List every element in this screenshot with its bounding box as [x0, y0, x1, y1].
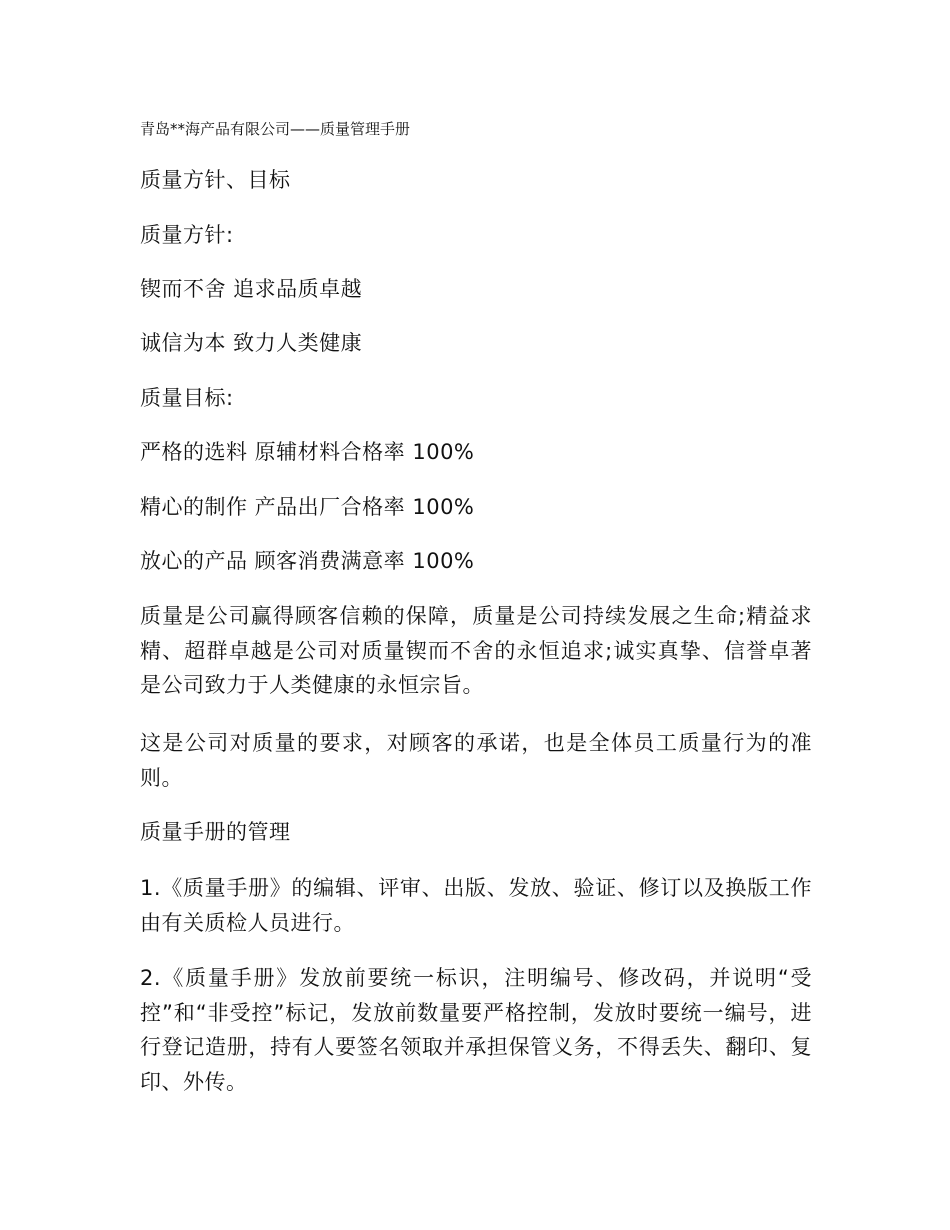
objective-line-3: 放心的产品 顾客消费满意率 100%: [140, 549, 475, 573]
policy-line-2: 诚信为本 致力人类健康: [140, 331, 363, 355]
quality-policy-label: 质量方针:: [140, 223, 234, 247]
objective-line-2: 精心的制作 产品出厂合格率 100%: [140, 495, 475, 519]
section-title-quality-policy-objectives: 质量方针、目标: [140, 168, 291, 192]
document-header: 青岛**海产品有限公司——质量管理手册: [140, 120, 411, 138]
manual-management-item-2: 2.《质量手册》发放前要统一标识，注明编号、修改码，并说明“受控”和“非受控”标记，发放前数量要严格控制，发放时要统一编号，进行登记造册，持有人要签名领取并承担保管义务，不得丢失、翻印、复印、外传。: [140, 966, 812, 1094]
manual-management-section-title: 质量手册的管理: [140, 820, 291, 844]
quality-objective-label: 质量目标:: [140, 386, 234, 410]
quality-commitment-paragraph: 这是公司对质量的要求，对顾客的承诺，也是全体员工质量行为的准则。: [140, 731, 812, 790]
quality-statement-paragraph: 质量是公司赢得顾客信赖的保障，质量是公司持续发展之生命;精益求精、超群卓越是公司对质量锲而不舍的永恒追求;诚实真挚、信誉卓著是公司致力于人类健康的永恒宗旨。: [140, 604, 812, 697]
objective-line-1: 严格的选料 原辅材料合格率 100%: [140, 440, 475, 464]
manual-management-item-1: 1.《质量手册》的编辑、评审、出版、发放、验证、修订以及换版工作由有关质检人员进行。: [140, 876, 812, 935]
policy-line-1: 锲而不舍 追求品质卓越: [140, 277, 363, 301]
